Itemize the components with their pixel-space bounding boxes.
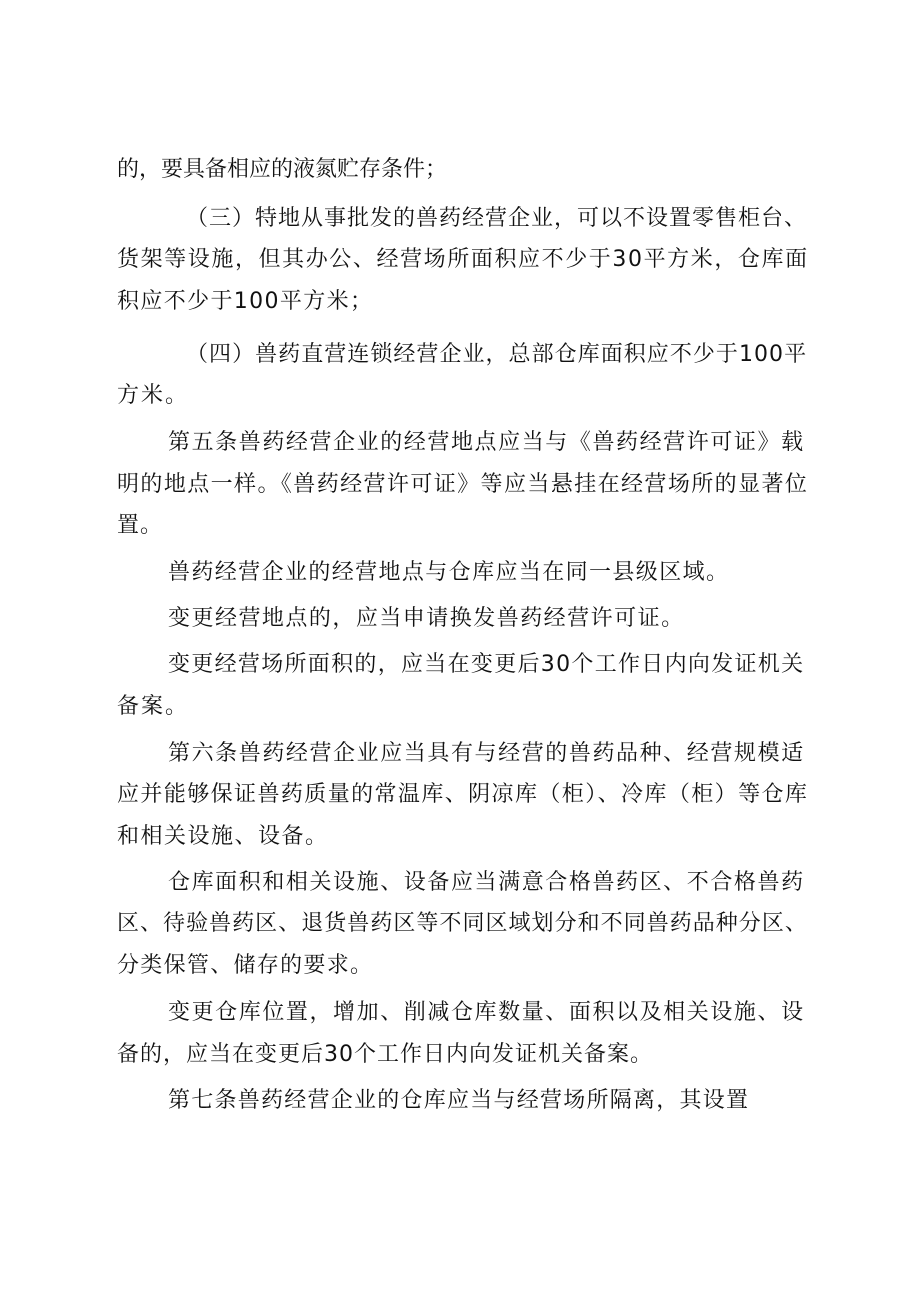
text-line: 应并能够保证兽药质量的常温库、阴凉库（柜）、冷库（柜）等仓库: [117, 782, 809, 807]
text-line: （四）兽药直营连锁经营企业，总部仓库面积应不少于100平: [186, 342, 808, 367]
text-line: 积应不少于100平方米；: [117, 289, 374, 314]
text-line: 变更仓库位置，增加、削减仓库数量、面积以及相关设施、设: [168, 1000, 805, 1025]
text-line: 兽药经营企业的经营地点与仓库应当在同一县级区域。: [168, 560, 730, 585]
text-line: 变更经营地点的，应当申请换发兽药经营许可证。: [168, 606, 685, 631]
text-line: 置。: [117, 513, 163, 538]
text-line: 和相关设施、设备。: [117, 824, 329, 849]
text-line: 明的地点一样。《兽药经营许可证》等应当悬挂在经营场所的显著位: [117, 472, 809, 497]
text-line: 仓库面积和相关设施、设备应当满意合格兽药区、不合格兽药: [168, 870, 805, 895]
text-line: 备的，应当在变更后30个工作日内向发证机关备案。: [117, 1042, 653, 1067]
text-line: （三）特地从事批发的兽药经营企业，可以不设置零售柜台、: [186, 206, 808, 231]
text-line: 分类保管、储存的要求。: [117, 953, 374, 978]
text-line: 区、待验兽药区、退货兽药区等不同区域划分和不同兽药品种分区、: [117, 911, 808, 936]
text-line: 方米。: [117, 383, 189, 408]
text-line: 第五条兽药经营企业的经营地点应当与《兽药经营许可证》载: [168, 430, 805, 455]
text-line: 变更经营场所面积的，应当在变更后30个工作日内向发证机关: [168, 652, 805, 677]
text-line: 第七条兽药经营企业的仓库应当与经营场所隔离，其设置: [168, 1088, 750, 1113]
text-line: 的，要具备相应的液氮贮存条件；: [117, 157, 448, 182]
text-line: 第六条兽药经营企业应当具有与经营的兽药品种、经营规模适: [168, 741, 805, 766]
text-line: 备案。: [117, 694, 189, 719]
text-line: 货架等设施，但其办公、经营场所面积应不少于30平方米，仓库面: [117, 247, 809, 272]
